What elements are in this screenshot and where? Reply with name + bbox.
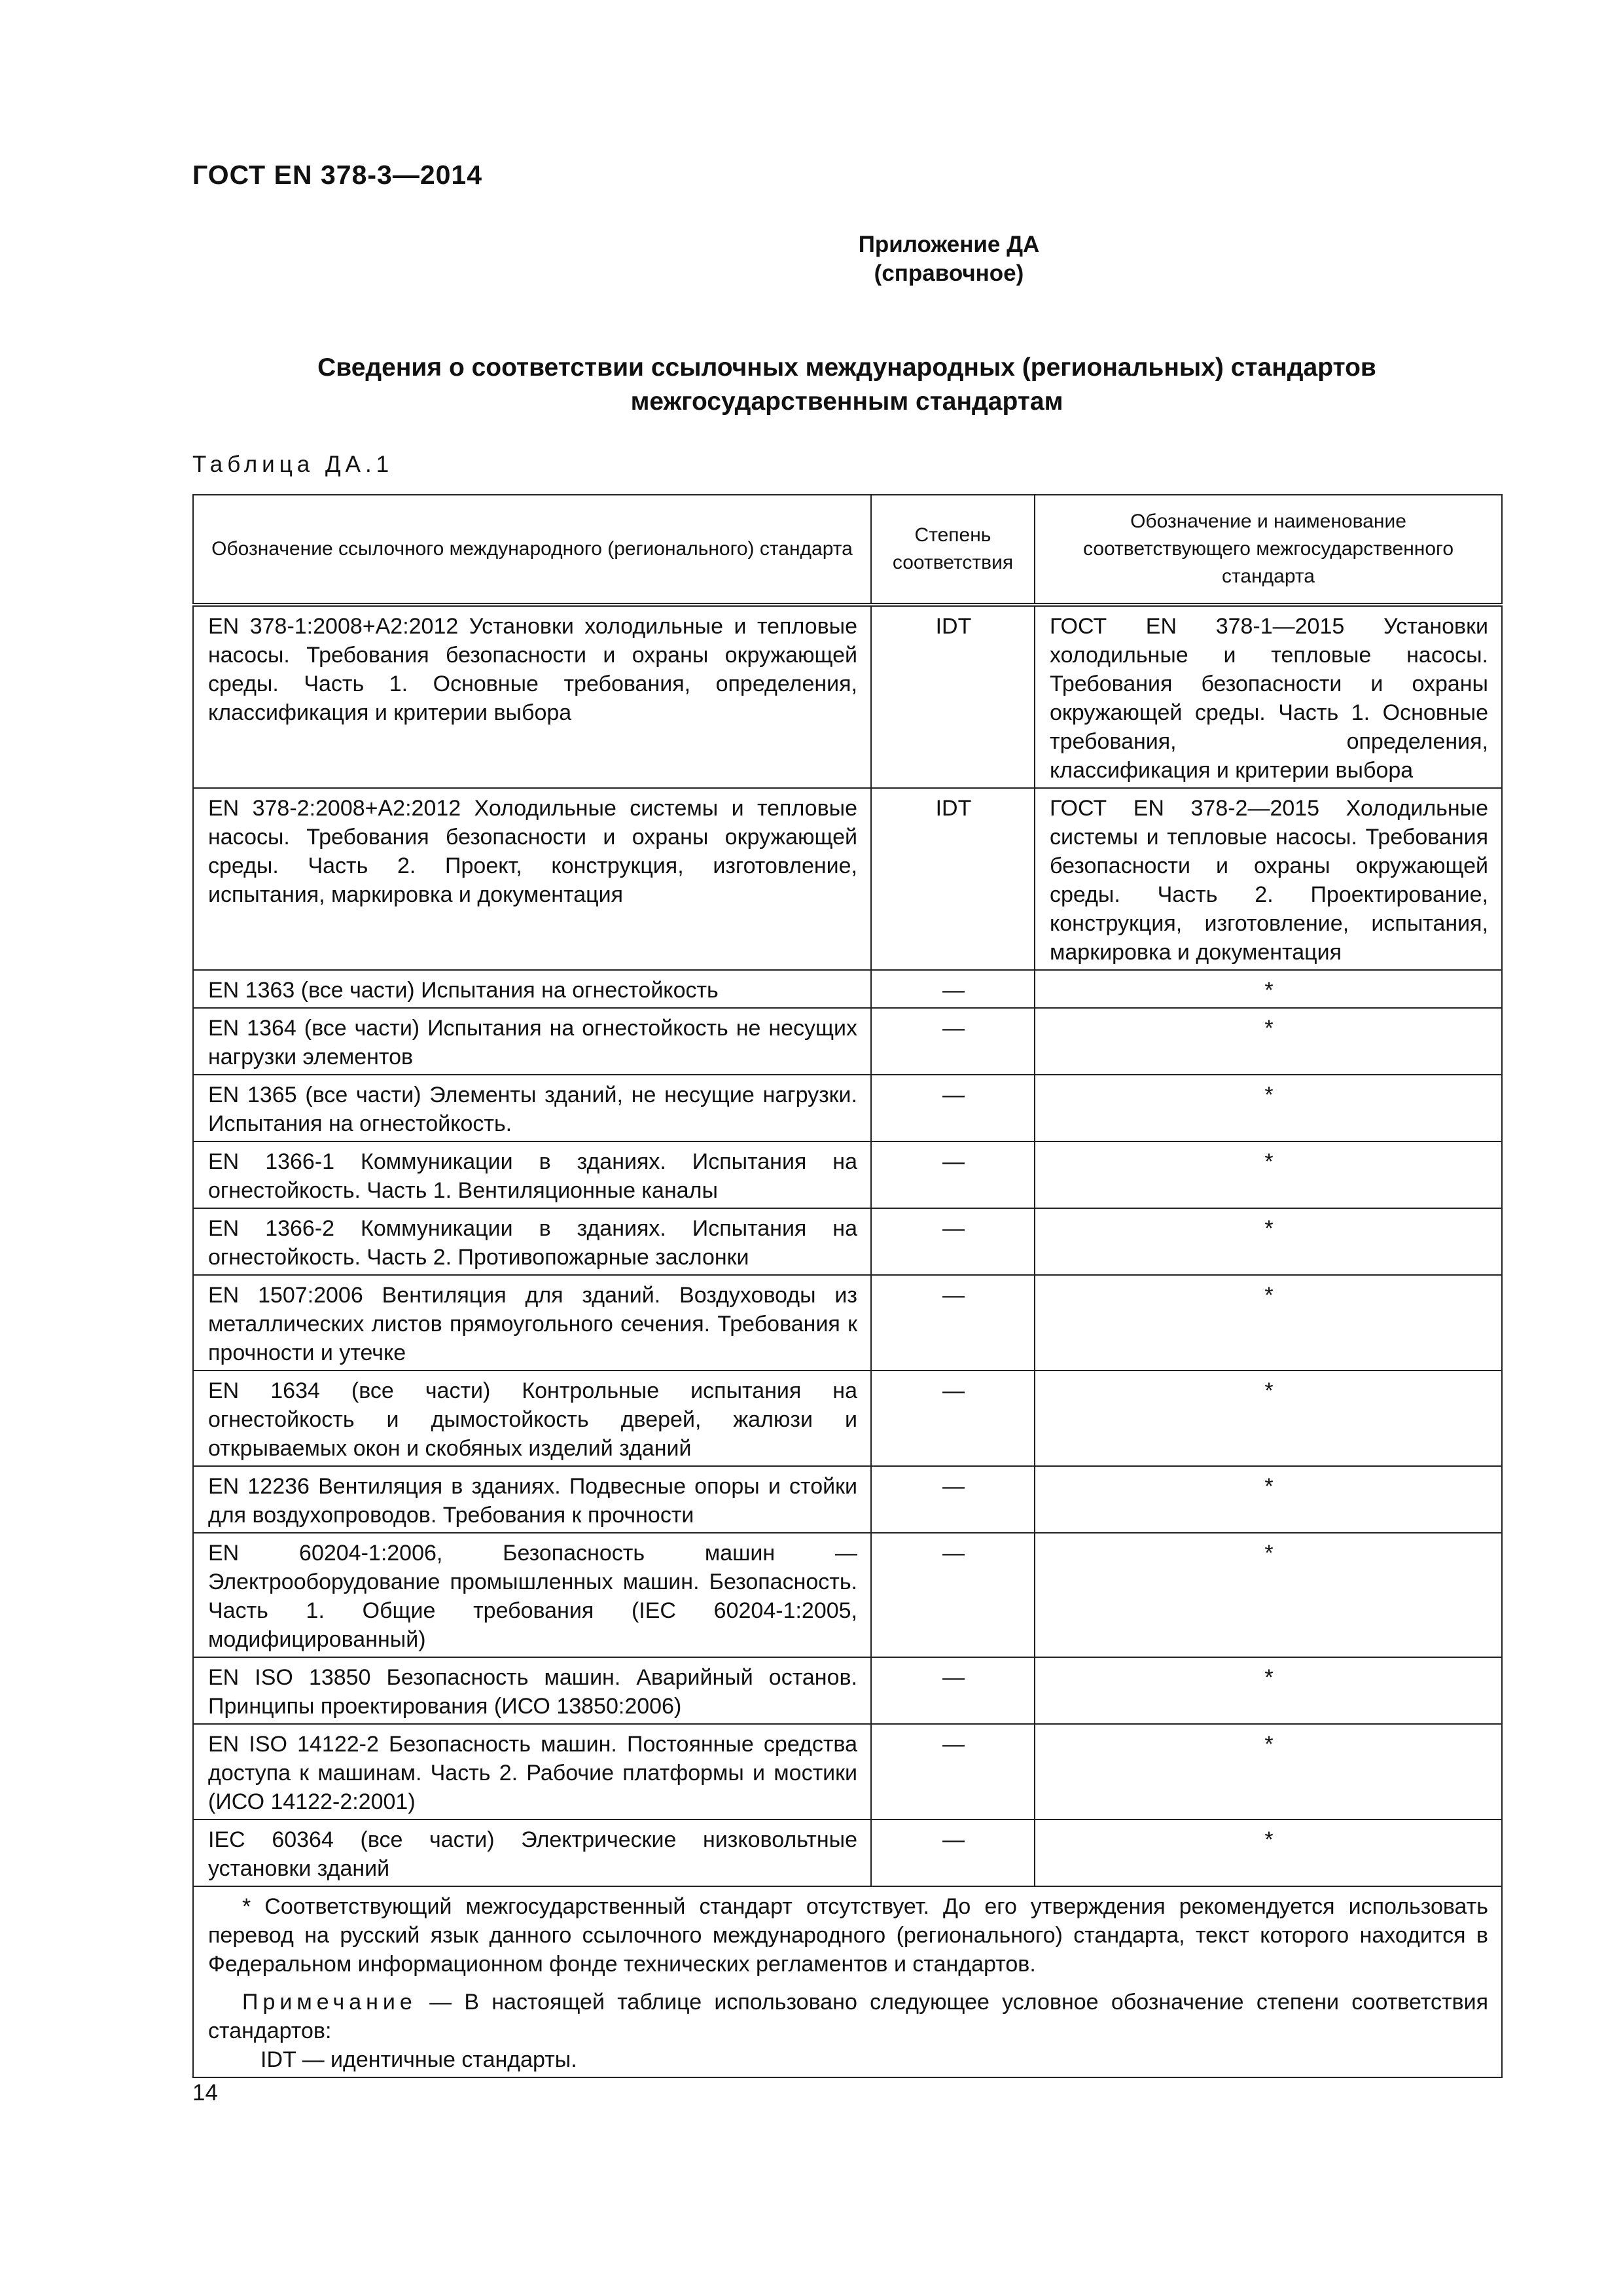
table-row	[193, 605, 1502, 788]
degree-cell: —	[871, 1141, 1035, 1208]
degree-cell: —	[871, 1724, 1035, 1820]
degree-cell: —	[871, 1008, 1035, 1075]
table-row	[193, 788, 1502, 970]
degree-cell: —	[871, 1466, 1035, 1533]
section-title-line-1: Сведения о соответствии ссылочных международных (региональных) стандартов	[317, 353, 1376, 382]
reference-standard-cell: EN 1366-2 Коммуникации в зданиях. Испытания на огнестойкость. Часть 2. Противопожарные заслонки	[193, 1208, 871, 1275]
reference-standard-cell: EN 1363 (все части) Испытания на огнестойкость	[193, 970, 871, 1008]
reference-standard-cell: EN 60204-1:2006, Безопасность машин — Электрооборудование промышленных машин. Безопасность. Часть 1. Общие требования (IEC 60204-1:2005, модифицированный)	[193, 1533, 871, 1657]
note-text: — В настоящей таблице использовано следующее условное обозначение степени соответствия стандартов:	[208, 1990, 1488, 2043]
table-row	[193, 1141, 1502, 1208]
reference-standard-cell: EN ISO 14122-2 Безопасность машин. Постоянные средства доступа к машинам. Часть 2. Рабочие платформы и мостики (ИСО 14122-2:2001)	[193, 1724, 871, 1820]
reference-standard-cell: EN 1366-1 Коммуникации в зданиях. Испытания на огнестойкость. Часть 1. Вентиляционные каналы	[193, 1141, 871, 1208]
national-standard-cell: *	[1035, 1466, 1502, 1533]
national-standard-cell: ГОСТ EN 378-2—2015 Холодильные системы и тепловые насосы. Требования безопасности и охраны окружающей среды. Часть 2. Проектирование, конструкция, изготовление, испытания, маркировка и документация	[1035, 788, 1502, 970]
national-standard-cell: *	[1035, 1008, 1502, 1075]
table-row	[193, 1208, 1502, 1275]
note-label: Примечание	[242, 1990, 417, 2015]
national-standard-cell: *	[1035, 1724, 1502, 1820]
reference-standard-cell: EN 1364 (все части) Испытания на огнестойкость не несущих нагрузки элементов	[193, 1008, 871, 1075]
table-footnote-cell	[193, 1886, 1502, 2077]
national-standard-cell: ГОСТ EN 378-1—2015 Установки холодильные и тепловые насосы. Требования безопасности и охраны окружающей среды. Часть 1. Основные требования, определения, классификация и критерии выбора	[1035, 605, 1502, 788]
page-number: 14	[192, 2080, 218, 2106]
header-degree: Степень соответствия	[871, 495, 1035, 605]
reference-standard-cell: EN ISO 13850 Безопасность машин. Аварийный останов. Принципы проектирования (ИСО 13850:2006)	[193, 1657, 871, 1724]
note-idt-definition: IDT — идентичные стандарты.	[260, 2047, 577, 2072]
header-reference-standard: Обозначение ссылочного международного (регионального) стандарта	[193, 495, 871, 605]
table-row	[193, 1657, 1502, 1724]
table-row	[193, 1466, 1502, 1533]
national-standard-cell: *	[1035, 1371, 1502, 1466]
reference-standard-cell: EN 378-1:2008+A2:2012 Установки холодильные и тепловые насосы. Требования безопасности и охраны окружающей среды. Часть 1. Основные требования, определения, классификация и критерии выбора	[193, 605, 871, 788]
national-standard-cell: *	[1035, 1657, 1502, 1724]
annex-heading	[654, 230, 1243, 288]
degree-cell: —	[871, 1820, 1035, 1886]
table-row	[193, 1533, 1502, 1657]
national-standard-cell: *	[1035, 1533, 1502, 1657]
national-standard-cell: *	[1035, 1275, 1502, 1371]
correspondence-table	[192, 494, 1503, 2078]
reference-standard-cell: EN 12236 Вентиляция в зданиях. Подвесные опоры и стойки для воздухопроводов. Требования к прочности	[193, 1466, 871, 1533]
annex-type: (справочное)	[874, 260, 1024, 286]
annex-title: Приложение ДА	[858, 232, 1040, 257]
degree-cell: —	[871, 1275, 1035, 1371]
table-row	[193, 1724, 1502, 1820]
reference-standard-cell: EN 1634 (все части) Контрольные испытания на огнестойкость и дымостойкость дверей, жалюзи и открываемых окон и скобяных изделий зданий	[193, 1371, 871, 1466]
degree-cell: IDT	[871, 605, 1035, 788]
table-footnote-row	[193, 1886, 1502, 2077]
degree-cell: —	[871, 1657, 1035, 1724]
degree-cell: —	[871, 1208, 1035, 1275]
degree-cell: —	[871, 1533, 1035, 1657]
table-row	[193, 1371, 1502, 1466]
section-title-line-2: межгосударственным стандартам	[630, 387, 1063, 416]
table-row	[193, 1820, 1502, 1886]
national-standard-cell: *	[1035, 1820, 1502, 1886]
reference-standard-cell: EN 378-2:2008+A2:2012 Холодильные системы и тепловые насосы. Требования безопасности и охраны окружающей среды. Часть 2. Проект, конструкция, изготовление, испытания, маркировка и документация	[193, 788, 871, 970]
document-code: ГОСТ EN 378-3—2014	[192, 160, 483, 190]
section-title	[192, 351, 1501, 419]
reference-standard-cell: EN 1365 (все части) Элементы зданий, не несущие нагрузки. Испытания на огнестойкость.	[193, 1075, 871, 1141]
reference-standard-cell: EN 1507:2006 Вентиляция для зданий. Воздуховоды из металлических листов прямоугольного сечения. Требования к прочности и утечке	[193, 1275, 871, 1371]
table-row	[193, 970, 1502, 1008]
degree-cell: IDT	[871, 788, 1035, 970]
degree-cell: —	[871, 1371, 1035, 1466]
national-standard-cell: *	[1035, 1141, 1502, 1208]
table-header-row	[193, 495, 1502, 605]
degree-cell: —	[871, 970, 1035, 1008]
national-standard-cell: *	[1035, 1208, 1502, 1275]
national-standard-cell: *	[1035, 970, 1502, 1008]
national-standard-cell: *	[1035, 1075, 1502, 1141]
table-row	[193, 1008, 1502, 1075]
table-note	[208, 1988, 1488, 2045]
table-row	[193, 1275, 1502, 1371]
table-label: Таблица ДА.1	[192, 452, 394, 477]
header-national-standard: Обозначение и наименование соответствующего межгосударственного стандарта	[1035, 495, 1502, 605]
degree-cell: —	[871, 1075, 1035, 1141]
footnote-text: * Соответствующий межгосударственный стандарт отсутствует. До его утверждения рекомендуется использовать перевод на русский язык данного ссылочного международного (регионального) стандарта, текст которого находится в Федеральном информационном фонде технических регламентов и стандартов.	[208, 1894, 1488, 1977]
table-row	[193, 1075, 1502, 1141]
reference-standard-cell: IEC 60364 (все части) Электрические низковольтные установки зданий	[193, 1820, 871, 1886]
